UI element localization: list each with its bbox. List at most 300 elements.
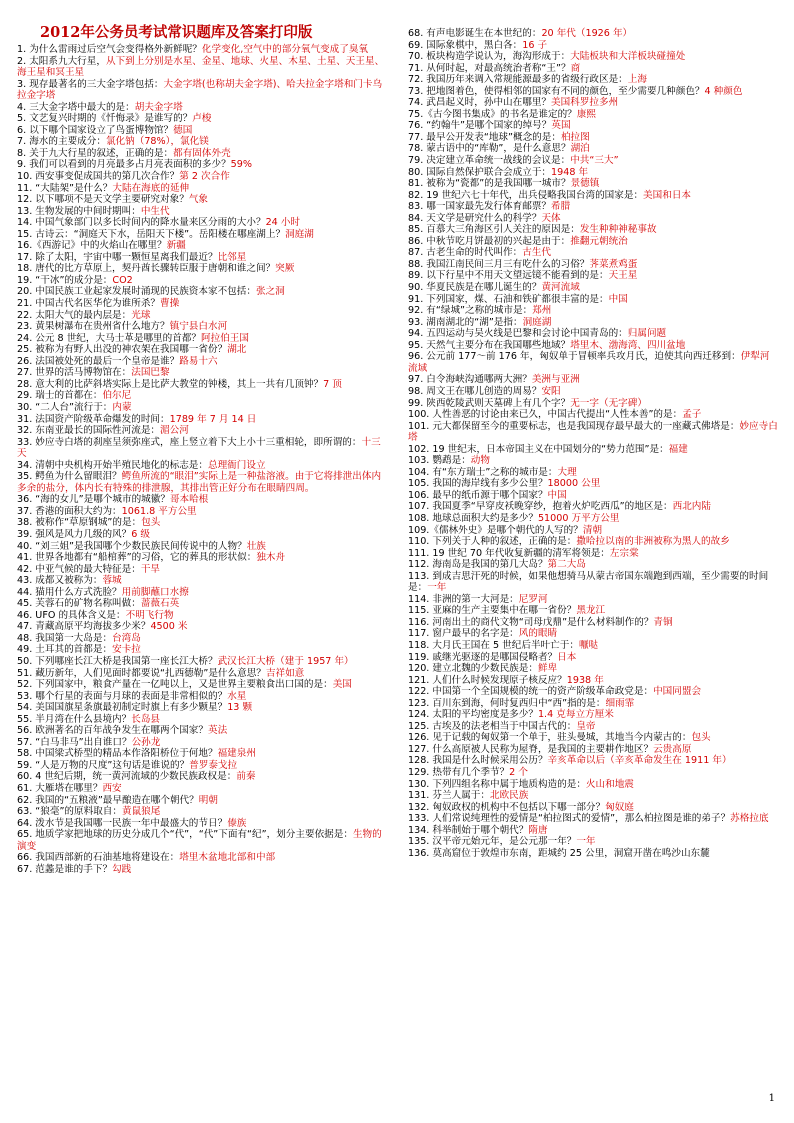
answer-text: 苏格拉底 [730, 813, 769, 825]
question-text: 93. 湖南湖北的“湖”是指： [408, 316, 523, 328]
question-item [17, 102, 388, 114]
question-text: 91. 下列国家，煤、石油和铁矿都很丰富的是： [408, 293, 609, 305]
question-item [408, 628, 778, 640]
answer-text: 51000 万平方公里 [537, 512, 620, 524]
question-item [17, 240, 388, 252]
question-item [408, 351, 778, 374]
question-text: 100. 人性善恶的讨论由来已久，中国古代提出“人性本善”的是： [408, 409, 683, 421]
question-item [17, 402, 388, 414]
question-item [408, 744, 778, 756]
answer-text: 湄公河 [160, 425, 189, 437]
question-item [17, 471, 388, 494]
answer-text: 氯化钠（78%），氯化镁 [105, 136, 209, 148]
question-text: 125. 古埃及的法老相当于中国古代的： [408, 720, 577, 732]
question-item [17, 633, 388, 645]
answer-text: 福建泉州 [217, 748, 256, 760]
question-text: 11. “大陆架”是什么？ [17, 182, 113, 194]
answer-text: 法国巴黎 [131, 367, 170, 379]
question-text: 113. 到成吉思汗死的时候，如果他想骑马从蒙古帝国东端跑到西端，至少需要的时间是： [408, 570, 769, 594]
question-item [408, 155, 778, 167]
answer-text: 明朝 [198, 794, 218, 806]
question-item [408, 190, 778, 202]
question-text: 3. 现存最著名的三大金字塔包括： [17, 78, 164, 90]
question-text: 119. 戚继光驱逐的是哪国侵略者？ [408, 651, 558, 663]
question-text: 116. 河南出土的商代文物“司母戊鼎”是什么材料制作的？ [408, 616, 654, 628]
question-item [17, 56, 388, 79]
question-text: 102. 19 世纪末，日本帝国主义在中国划分的“势力范围”是： [408, 443, 669, 455]
question-item [408, 802, 778, 814]
answer-text: 大理 [557, 466, 577, 478]
question-item [408, 51, 778, 63]
question-text: 120. 建立北魏的少数民族是： [408, 663, 538, 675]
answer-text: 妙应寺白塔 [408, 420, 778, 444]
question-text: 64. 泼水节是我国哪一民族一年中最盛大的节日？ [17, 817, 228, 829]
question-item [408, 109, 778, 121]
question-text: 20. 中国民族工业起家发展时涌现的民族资本家不包括： [17, 286, 256, 298]
answer-text: 曹操 [160, 298, 180, 310]
question-text: 101. 元大都保留至今的重要标志，也是我国现存最早最大的一座藏式佛塔是： [408, 420, 740, 432]
question-item [17, 564, 388, 576]
question-item [408, 594, 778, 606]
question-text: 46. UFO 的具体含义是： [17, 609, 126, 621]
answer-text: 内蒙 [112, 401, 132, 413]
answer-text: 洞庭湖 [522, 316, 552, 328]
question-item [408, 28, 778, 40]
question-item [17, 171, 388, 183]
answer-text: 卢梭 [192, 113, 212, 125]
question-item [17, 344, 388, 356]
answer-text: 细雨霏 [605, 697, 635, 709]
question-item [408, 398, 778, 410]
answer-text: 中国 [547, 489, 567, 501]
answer-text: 美国科罗拉多州 [551, 97, 619, 109]
answer-text: 推翻元朝统治 [570, 235, 628, 247]
answer-text: 化学变化,空气中的部分氧气变成了臭氧 [201, 44, 369, 55]
question-text: 21. 中国古代名医华佗为谁所杀？ [17, 298, 161, 310]
question-item [17, 263, 388, 275]
answer-text: 风的眼睛 [518, 628, 558, 640]
question-item [17, 610, 388, 622]
question-text: 52. 下列国家中，粮食产量在一亿吨以上，又是世界主要粮食出口国的是： [17, 679, 333, 691]
question-text: 111. 19 世纪 70 年代收复新疆的清军将领是： [408, 547, 610, 559]
answer-text: 黑龙江 [576, 605, 606, 617]
question-text: 84. 天文学是研究什么的科学？ [408, 212, 542, 224]
question-item [408, 767, 778, 779]
question-text: 107. 我国夏季“早穿皮袄晚穿纱，抱着火炉吃西瓜”的地区是： [408, 501, 673, 513]
question-text: 33. 妙应寺白塔的刹座呈须弥座式，座上竖立着下大上小十三重相轮，即所谓的： [17, 436, 362, 448]
question-text: 59. “人是万物的尺度”这句话是谁说的？ [17, 759, 190, 771]
answer-text: 商 [570, 62, 581, 74]
question-text: 94. 五四运动与吴火线是巴黎和会讨论中国青岛的： [408, 328, 628, 340]
question-item [17, 390, 388, 402]
question-item [408, 328, 778, 340]
answer-text: 尼罗河 [518, 593, 548, 605]
answer-text: 傣族 [227, 817, 247, 829]
answer-text: 总理衙门设立 [208, 459, 266, 471]
question-item [408, 525, 778, 537]
answer-text: 前秦 [236, 771, 256, 783]
answer-text: 台湾岛 [112, 632, 141, 644]
question-text: 9. 我们可以看到的月亮最多占月亮表面积的多少？ [17, 159, 231, 171]
question-text: 90. 华夏民族是在哪儿诞生的？ [408, 282, 542, 294]
question-item [408, 779, 778, 791]
question-text: 63. “狼毫”的原料取自： [17, 806, 122, 818]
answer-text: 水星 [227, 690, 247, 702]
question-item [17, 437, 388, 460]
question-text: 110. 下列关于人种的叙述，正确的是： [408, 536, 577, 548]
question-item [408, 571, 778, 594]
answer-text: 用前脚蘸口水擦 [121, 586, 189, 598]
question-text: 43. 成都又被称为： [17, 575, 103, 587]
question-text: 95. 天然气主要分布在我国哪些地域？ [408, 339, 571, 351]
question-item [408, 270, 778, 282]
answer-text: 蔷薇石英 [140, 598, 180, 610]
question-text: 96. 公元前 177～前 176 年，匈奴单于冒顿率兵攻月氏，迫使其向西迁移到： [408, 351, 741, 363]
question-text: 134. 科举制始于哪个朝代？ [408, 824, 529, 836]
question-text: 89. 以下行星中不用天文望远镜不能看到的是： [408, 270, 609, 282]
question-text: 86. 中秋节吃月饼最初的兴起是由于： [408, 235, 571, 247]
question-item [17, 229, 388, 241]
question-text: 68. 有声电影诞生在本世纪的： [408, 28, 542, 39]
answer-text: 天体 [541, 212, 561, 224]
answer-text: CO2 [112, 274, 133, 286]
question-item [17, 737, 388, 749]
question-item [17, 79, 388, 102]
question-item [408, 640, 778, 652]
answer-text: 哥本哈根 [169, 494, 209, 506]
answer-text: 一年 [576, 836, 596, 848]
question-item [17, 333, 388, 345]
question-text: 80. 国际自然保护联合会成立于： [408, 166, 552, 178]
answer-text: 16 子 [522, 39, 548, 51]
question-item [408, 652, 778, 664]
question-text: 98. 周文王在哪儿创造的周易？ [408, 385, 542, 397]
question-text: 132. 匈奴政权的机构中不包括以下哪一部分？ [408, 801, 606, 813]
question-item [17, 725, 388, 737]
question-text: 131. 芬兰人属于： [408, 790, 490, 802]
answer-text: 突厥 [275, 263, 295, 275]
question-text: 79. 决定建立革命统一战线的会议是： [408, 155, 571, 167]
question-text: 82. 19 世纪六七十年代，出兵侵略我国台湾的国家是： [408, 189, 644, 201]
question-item [17, 113, 388, 125]
question-item [17, 679, 388, 691]
question-text: 104. 有“东方瑞士”之称的城市是： [408, 466, 558, 478]
answer-text: 公孙龙 [131, 736, 161, 748]
question-text: 55. 半月湾在什么县境内？ [17, 713, 132, 725]
question-text: 56. 欧洲著名的百年战争发生在哪两个国家？ [17, 725, 208, 737]
answer-text: 西安 [102, 783, 122, 794]
answer-text: 壮族 [246, 540, 266, 552]
question-item [17, 541, 388, 553]
question-item [408, 605, 778, 617]
question-item [17, 310, 388, 322]
answer-text: 4500 米 [150, 621, 188, 633]
answer-text: 郑州 [532, 305, 552, 317]
question-item [408, 143, 778, 155]
answer-text: 24 小时 [265, 217, 301, 229]
answer-text: 一年 [427, 582, 447, 594]
answer-text: 孟子 [682, 409, 702, 421]
answer-text: 上海 [627, 74, 647, 86]
question-item [17, 298, 388, 310]
question-item [408, 213, 778, 225]
answer-text: 1948 年 [551, 166, 589, 178]
answer-text: 包头 [141, 517, 161, 529]
answer-text: 包头 [691, 732, 711, 744]
answer-text: 天王星 [608, 270, 638, 282]
question-text: 10. 西安事变促成国共的第几次合作？ [17, 171, 180, 183]
question-item [408, 755, 778, 767]
question-item [408, 305, 778, 317]
question-text: 121. 人们什么时候发现原子核反应？ [408, 674, 567, 686]
question-item [408, 686, 778, 698]
answer-text: 左宗棠 [609, 547, 639, 559]
question-item [408, 282, 778, 294]
answer-text: 20 年代（1926 年） [541, 28, 633, 39]
question-item [408, 317, 778, 329]
question-text: 54. 美国国旗星条旗最初制定时旗上有多少颗星？ [17, 702, 228, 714]
question-text: 2. 太阳系九大行星， [17, 55, 106, 67]
question-item [408, 409, 778, 421]
answer-text: 干旱 [140, 563, 161, 575]
answer-text: 隋唐 [528, 824, 548, 836]
answer-text: 鳄鱼所流的“眼泪”实际上是一种盐溶液。由于它将排泄出体内多余的盐分，体内长有特殊的排泄腺，其排出管正好分布在眼睛四周。 [17, 471, 382, 494]
question-text: 41. 世界各地都有“船棺葬”的习俗，它的葬具的形状似： [17, 552, 257, 564]
question-text: 66. 我国西部新的石油基地将建设在： [17, 852, 180, 864]
question-text: 60. 4 世纪后期，统一黄河流域的少数民族政权是： [17, 771, 237, 783]
question-item [17, 771, 388, 783]
question-item [408, 224, 778, 236]
question-item [17, 691, 388, 703]
question-item [408, 513, 778, 525]
question-text: 61. 大雁塔在哪里？ [17, 783, 103, 794]
question-text: 129. 热带有几个季节？ [408, 767, 510, 778]
question-item [408, 478, 778, 490]
question-item [17, 621, 388, 633]
question-text: 70. 板块构造学说认为，海沟形成于： [408, 51, 571, 63]
question-text: 105. 我国的海岸线有多少公里？ [408, 478, 548, 490]
question-text: 73. 把地图着色，使得相邻的国家有不同的颜色，至少需要几种颜色？ [408, 85, 705, 97]
question-item [17, 159, 388, 171]
answer-text: 动物 [470, 455, 490, 467]
question-text: 117. 窗户最早的名字是： [408, 628, 519, 640]
question-item [17, 668, 388, 680]
answer-text: 日本 [557, 651, 577, 663]
question-text: 51. 藏历新年，人们见面时都要说“扎西德勒”是什么意思？ [17, 667, 266, 679]
question-item [17, 702, 388, 714]
question-item [17, 275, 388, 287]
answer-text: 湖北 [227, 344, 247, 356]
question-text: 31. 法国资产阶级革命爆发的时间： [17, 413, 170, 425]
question-item [408, 467, 778, 479]
question-item [408, 675, 778, 687]
answer-text: 阿拉伯王国 [201, 332, 249, 344]
question-item [408, 490, 778, 502]
question-text: 128. 我国是什么时候采用公历？ [408, 755, 548, 767]
question-text: 45. 芙蓉石的矿物名称叫做： [17, 598, 141, 610]
answer-text: 发生种种神秘事故 [579, 224, 657, 236]
question-item [17, 598, 388, 610]
question-text: 99. 陕西乾陵武则天墓碑上有几个字？ [408, 397, 571, 409]
answer-text: 胡夫金字塔 [134, 101, 183, 113]
answer-text: 路易十六 [179, 355, 218, 367]
question-item [408, 698, 778, 710]
page-title: 2012年公务员考试常识题库及答案打印版 [40, 24, 313, 41]
question-item [17, 206, 388, 218]
answer-text: 伊犁河流域 [408, 351, 770, 374]
question-text: 34. 清朝中央机构开始半殖民地化的标志是： [17, 459, 208, 471]
question-item [408, 848, 778, 860]
question-item [408, 732, 778, 744]
question-item [408, 236, 778, 248]
question-item [408, 536, 778, 548]
answer-text: 武汉长江大桥（建于 1957 年） [217, 655, 354, 667]
answer-text: 湖泊 [570, 143, 590, 155]
question-text: 16.《西游记》中的火焰山在哪里？ [17, 240, 167, 252]
answer-text: 2 个 [509, 767, 528, 778]
answer-text: 镇宁县白水河 [169, 321, 228, 333]
answer-text: 18000 公里 [547, 478, 601, 490]
answer-text: 皇帝 [576, 720, 596, 732]
answer-text: 4 种颜色 [704, 85, 743, 97]
question-item [408, 813, 778, 825]
question-text: 49. 土耳其的首都是： [17, 644, 113, 656]
question-item [17, 44, 388, 56]
question-item [17, 414, 388, 426]
question-list-right [408, 28, 778, 859]
question-item [408, 825, 778, 837]
question-text: 36. “海的女儿”是哪个城市的城徽？ [17, 494, 170, 506]
question-text: 81. 被称为“瓷都”的是我国哪一城市？ [408, 178, 571, 190]
question-text: 27. 世界的活马博物馆在： [17, 367, 132, 379]
question-text: 77. 最早公开发表“地球”概念的是： [408, 131, 561, 143]
question-item [17, 656, 388, 668]
question-text: 4. 三大金字塔中最大的是： [17, 101, 135, 113]
answer-text: 黄鼠狼尾 [122, 806, 161, 818]
answer-text: 无一字（无字碑） [570, 397, 647, 409]
question-item [408, 86, 778, 98]
answer-text: 德国 [173, 124, 193, 136]
question-text: 62. 我国的“五粮液”最早酿造在哪个朝代？ [17, 794, 199, 806]
question-text: 26. 法国被处死的最后一个皇帝是谁？ [17, 355, 180, 367]
answer-text: 柏拉图 [560, 131, 590, 143]
question-text: 85. 百慕大三角海区引人关注的原因是： [408, 224, 580, 236]
question-item [17, 644, 388, 656]
answer-text: 匈奴庭 [605, 801, 634, 813]
answer-text: 光球 [131, 309, 151, 321]
answer-text: 大陆在海底的延伸 [112, 182, 190, 194]
answer-text: 火山和地震 [585, 778, 634, 790]
answer-text: 十三天 [17, 436, 381, 460]
question-text: 18. 唐代的比方草原上，契丹酋长骤转臣服于唐朝和谁之间？ [17, 263, 276, 275]
question-item [408, 721, 778, 733]
question-text: 133. 人们常说纯理性的爱情是“柏拉图式的爱情”，那么柏拉图是谁的弟子？ [408, 813, 731, 825]
question-text: 14. 中国气象部门以多长时间内的降水量来区分雨的大小？ [17, 217, 266, 229]
question-item [17, 506, 388, 518]
question-text: 69. 国际象棋中，黑白各： [408, 39, 523, 51]
question-text: 1. 为什么雷雨过后空气会变得格外新鲜呢？ [17, 44, 202, 55]
question-item [17, 806, 388, 818]
answer-text: 洞庭湖 [285, 228, 314, 240]
question-text: 23. 黄果树瀑布在贵州省什么地方？ [17, 321, 170, 333]
question-text: 108. 地球总面积大约是多少？ [408, 512, 538, 524]
question-text: 135. 汉平帝元始元年，是公元那一年？ [408, 836, 577, 848]
question-item [408, 386, 778, 398]
question-item [17, 760, 388, 772]
answer-text: 撒哈拉以南的非洲被称为黑人的故乡 [576, 536, 730, 548]
question-text: 22. 太阳大气的最内层是： [17, 309, 132, 321]
question-item [17, 552, 388, 564]
answer-text: 1789 年 7 月 14 日 [169, 413, 257, 425]
question-text: 39. 强风是风力几级的风？ [17, 528, 132, 540]
question-text: 58. 中国梁式桥型的精品本作洛阳桥位于何地？ [17, 748, 218, 760]
question-text: 123. 百川东到海，何时复西归中“西”指的是： [408, 697, 606, 709]
answer-text: 不明飞行物 [125, 609, 174, 621]
question-item [17, 517, 388, 529]
question-text: 122. 中国第一个全国规模的统一的资产阶级革命政党是： [408, 686, 654, 698]
answer-text: 7 顶 [323, 378, 342, 390]
question-item [408, 340, 778, 352]
question-text: 124. 太阳的平均密度是多少？ [408, 709, 538, 721]
question-text: 87. 古老生命的时代叫作： [408, 247, 523, 259]
question-item [408, 663, 778, 675]
question-text: 103. 鹦鹉是： [408, 455, 471, 467]
question-item [17, 494, 388, 506]
question-item [408, 617, 778, 629]
answer-text: 中生代 [140, 205, 170, 217]
question-item [17, 829, 388, 852]
question-text: 88. 我国江南民间三月三有吃什么的习俗？ [408, 258, 590, 270]
question-text: 78. 蒙古语中的“库勒”，是什么意思？ [408, 143, 571, 155]
answer-text: 景德镇 [570, 178, 600, 190]
question-item [408, 294, 778, 306]
question-item [17, 460, 388, 472]
answer-text: 青铜 [653, 616, 673, 628]
answer-text: 13 颗 [227, 702, 253, 714]
answer-text: 中国同盟会 [653, 686, 702, 698]
answer-text: 鲜卑 [537, 663, 558, 675]
question-text: 97. 白令海峡沟通哪两大洲？ [408, 374, 532, 386]
answer-text: 清朝 [582, 524, 603, 536]
question-item [408, 421, 778, 444]
question-text: 115. 亚麻的生产主要集中在哪一省份？ [408, 605, 577, 617]
answer-text: 新疆 [166, 240, 186, 252]
question-item [17, 587, 388, 599]
question-item [17, 529, 388, 541]
question-item [408, 97, 778, 109]
answer-text: 中共“三大” [570, 155, 619, 167]
answer-text: 北欧民族 [489, 790, 529, 802]
answer-text: 辛亥革命以后（辛亥革命发生在 1911 年） [547, 755, 732, 767]
answer-text: 大陆板块和大洋板块碰撞处 [570, 51, 686, 63]
question-item [17, 783, 388, 795]
answer-text: 第二大岛 [547, 559, 586, 571]
question-text: 83. 哪一国家最先发行体育邮票？ [408, 201, 552, 213]
question-item [408, 178, 778, 190]
question-text: 12. 以下哪项不是天文学主要研究对象？ [17, 194, 189, 206]
answer-text: 蓉城 [102, 575, 122, 587]
question-item [17, 321, 388, 333]
question-item [408, 559, 778, 571]
question-text: 44. 猫用什么方式洗脸？ [17, 586, 122, 598]
question-text: 75.《古今图书集成》的书名是谁定的？ [408, 108, 577, 120]
question-item [408, 501, 778, 513]
answer-text: 塔里木、渤海湾、四川盆地 [570, 339, 686, 351]
question-text: 37. 香港的面积大约为： [17, 505, 122, 517]
answer-text: 吉祥如意 [265, 667, 305, 679]
question-item [408, 790, 778, 802]
question-text: 127. 什么高原被人民称为屋脊，是我国的主要耕作地区？ [408, 743, 654, 755]
